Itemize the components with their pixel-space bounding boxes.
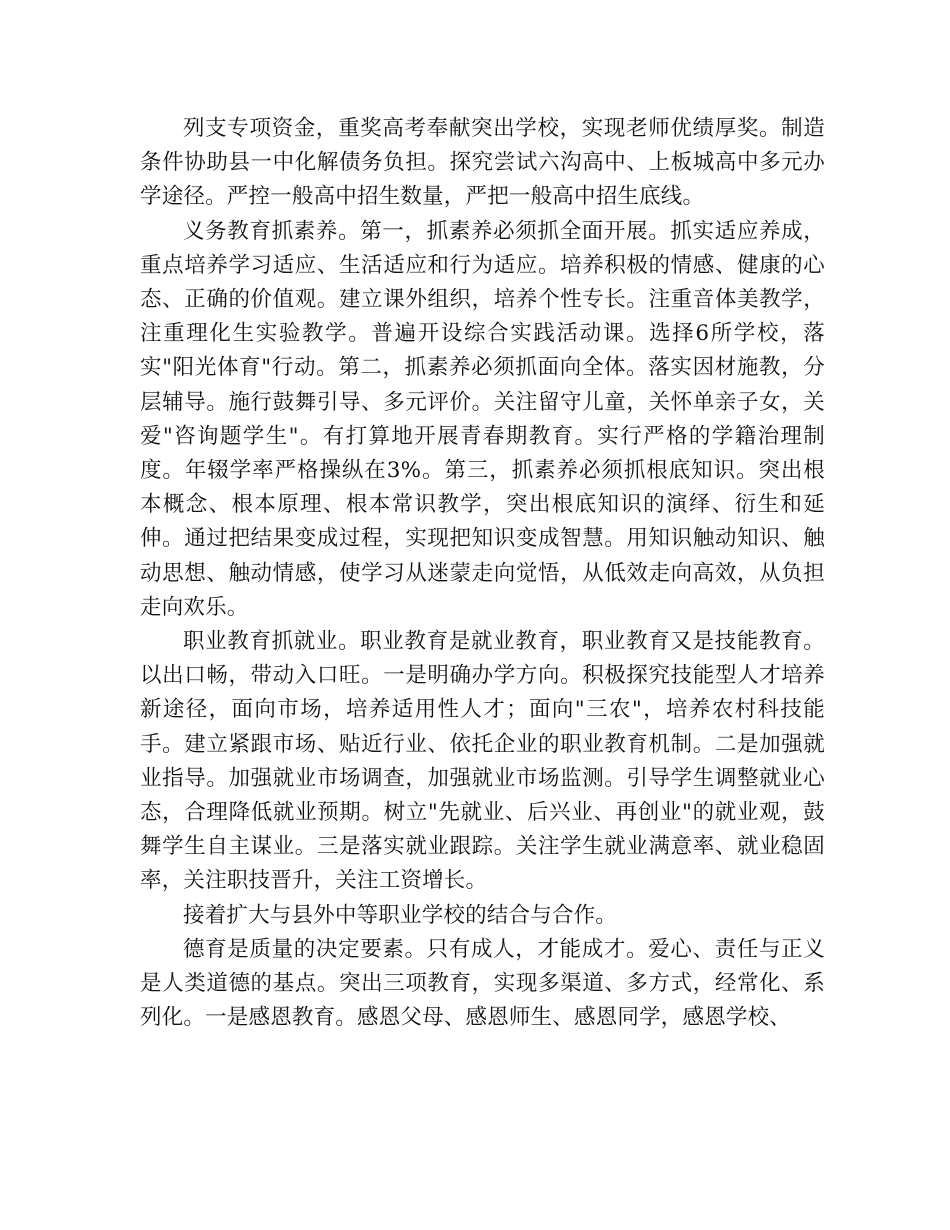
paragraph-3: 职业教育抓就业。职业教育是就业教育，职业教育又是技能教育。以出口畅，带动入口旺。一是明确办学方向。积极探究技能型人才培养新途径，面向市场，培养适用性人才；面向"三农"，培养农村科技能手。建立紧跟市场、贴近行业、依托企业的职业教育机制。二是加强就业指导。加强就业市场调查，加强就业市场监测。引导学生调整就业心态，合理降低就业预期。树立"先就业、后兴业、再创业"的就业观，鼓舞学生自主谋业。三是落实就业跟踪。关注学生就业满意率、就业稳固率，关注职技晋升，关注工资增长。 — [140, 629, 825, 894]
document-page — [140, 112, 825, 1035]
paragraph-4: 接着扩大与县外中等职业学校的结合与合作。 — [183, 902, 618, 928]
paragraph-2: 义务教育抓素养。第一，抓素养必须抓全面开展。抓实适应养成，重点培养学习适应、生活适应和行为适应。培养积极的情感、健康的心态、正确的价值观。建立课外组织，培养个性专长。注重音体美教学，注重理化生实验教学。普遍开设综合实践活动课。选择6所学校，落实"阳光体育"行动。第二，抓素养必须抓面向全体。落实因材施教，分层辅导。施行鼓舞引导、多元评价。关注留守儿童，关怀单亲子女，关爱"咨询题学生"。有打算地开展青春期教育。实行严格的学籍治理制度。年辍学率严格操纵在3%。第三，抓素养必须抓根底知识。突出根本概念、根本原理、根本常识教学，突出根底知识的演绎、衍生和延伸。通过把结果变成过程，实现把知识变成智慧。用知识触动知识、触动思想、触动情感，使学习从迷蒙走向觉悟，从低效走向高效，从负担走向欢乐。 — [140, 218, 825, 620]
paragraph-1: 列支专项资金，重奖高考奉献突出学校，实现老师优绩厚奖。制造条件协助县一中化解债务负担。探究尝试六沟高中、上板城高中多元办学途径。严控一般高中招生数量，严把一般高中招生底线。 — [140, 116, 825, 210]
paragraph-5: 德育是质量的决定要素。只有成人，才能成才。爱心、责任与正义是人类道德的基点。突出三项教育，实现多渠道、多方式，经常化、系列化。一是感恩教育。感恩父母、感恩师生、感恩同学，感恩学校、 — [140, 936, 825, 1031]
